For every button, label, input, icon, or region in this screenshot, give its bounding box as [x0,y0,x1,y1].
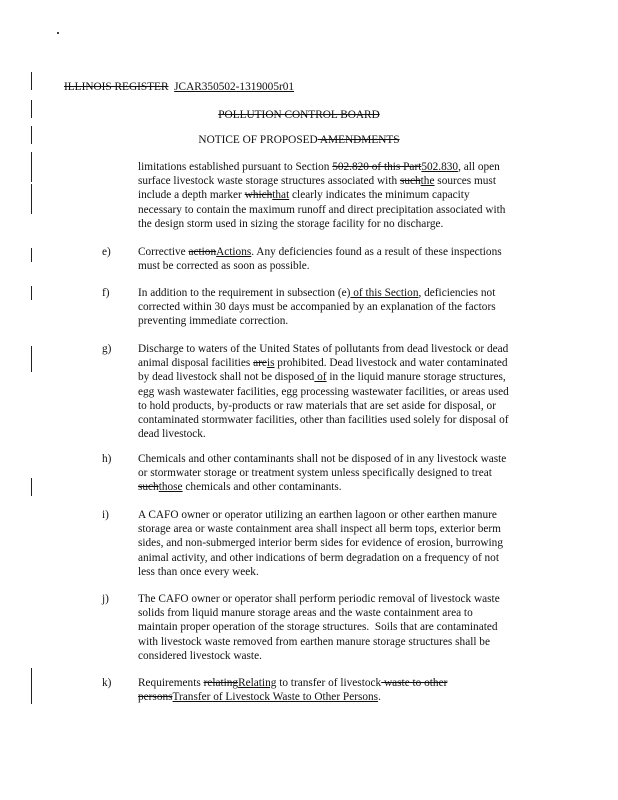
text-run: dead livestock. [138,428,206,441]
text-run: . [378,691,381,704]
text-line [138,452,506,466]
text-run: Requirements [138,677,204,689]
continuation-paragraph [138,160,505,231]
text-run: corrected within 30 days must be accompanied by an explanation of the factors [138,301,496,314]
item-e-text [138,245,502,273]
text-line [138,174,505,188]
text-run: storage area or waste containment area shall inspect all berm tops, exterior berm [138,523,501,536]
text-run: clearly indicates the minimum capacity [289,189,470,202]
text-line [138,480,506,494]
inserted-text: that [272,189,290,202]
text-line [138,342,509,356]
inserted-text: Relating [238,677,277,689]
text-run: sources must [434,175,496,188]
text-run: , deficiencies not [418,287,496,299]
change-bar [31,126,32,144]
text-run: , all open [458,161,500,173]
item-i-text [138,508,503,579]
register-header [64,80,294,94]
text-run: Discharge to waters of the United States of pollutants from dead livestock or dead [138,343,509,355]
change-bar [31,668,32,704]
text-line [138,259,502,273]
text-line [138,399,509,413]
text-line [138,635,500,649]
item-k-text [138,676,447,704]
deleted-text: relating [203,677,239,689]
text-run: less than once every week. [138,565,259,578]
item-j-label: j) [102,593,109,605]
item-j-text [138,592,500,663]
text-line [138,356,509,370]
text-line [138,203,505,217]
inserted-text: Transfer of Livestock Waste to Other Persons [172,691,379,704]
text-run: sides, and non-submerged interior berm sides for evidence of erosion, burrowing [138,537,503,550]
item-f-text [138,286,496,329]
text-line [138,466,506,480]
item-h-label: h) [102,453,112,465]
text-run: limitations established pursuant to Section [138,161,333,173]
deleted-text: POLLUTION CONTROL BOARD [218,109,380,121]
deleted-text: persons [138,691,173,704]
text-line [138,649,500,663]
text-line [138,592,500,606]
text-run: by dead livestock shall not be disposed [138,371,315,384]
text-line [138,690,447,704]
change-bar [31,286,32,300]
text-line [138,536,503,550]
text-line [138,427,509,441]
inserted-text: JCAR350502-1319005r01 [174,81,295,93]
item-h-text [138,452,506,495]
text-run: in the liquid manure storage structures, [326,371,506,384]
inserted-text: the [420,175,435,188]
change-bar [31,100,32,118]
text-line [138,217,505,231]
change-bar [31,478,32,496]
text-run: The CAFO owner or operator shall perform periodic removal of livestock waste [138,593,500,605]
item-g-label: g) [102,343,112,355]
text-line [138,286,496,300]
text-line [138,676,447,690]
item-f-label: f) [102,287,110,299]
text-line [138,551,503,565]
deleted-text: action [188,246,217,258]
item-e-label: e) [102,246,111,258]
text-run: the design storm used in sizing the storage facility for no discharge. [138,217,444,230]
text-line [138,565,503,579]
text-run: In addition to the requirement in subsection (e) [138,287,351,299]
inserted-text: of [314,371,327,384]
text-line [138,620,500,634]
text-line [138,370,509,384]
deleted-text: are [253,357,267,370]
deleted-text: 502.820 of this Part [332,161,422,173]
text-line [138,300,496,314]
text-run: with livestock waste removed from earthen manure storage structures shall be [138,635,490,648]
text-run: surface livestock waste storage structures associated with [138,175,400,188]
deleted-text: such [138,481,159,494]
text-run: considered livestock waste. [138,649,262,662]
text-line [138,160,505,174]
text-line [138,188,505,202]
text-line [138,314,496,328]
text-line [138,522,503,536]
scan-speck [57,32,59,34]
text-run: chemicals and other contaminants. [182,481,342,494]
change-bar [31,346,32,372]
inserted-text: is [266,357,275,370]
inserted-text: Actions [216,246,252,258]
inserted-text: of this Section [350,287,419,299]
text-run: A CAFO owner or operator utilizing an earthen lagoon or other earthen manure [138,509,497,521]
deleted-text: AMENDMENTS [317,134,400,146]
text-run: solids from liquid manure storage areas and the waste containment area to [138,607,473,620]
text-line [138,508,503,522]
change-bar [31,248,32,262]
text-line [138,606,500,620]
item-k-label: k) [102,677,112,689]
deleted-text: ILLINOIS REGISTER [64,81,169,93]
text-run: animal disposal facilities [138,357,254,370]
change-bar [31,184,32,214]
deleted-text: such [399,175,421,188]
text-run: contaminated stormwater facilities, other than facilities used solely for disposal of [138,414,509,427]
text-line [138,413,509,427]
text-run: to transfer of livestock [276,677,382,689]
text-run: Chemicals and other contaminants shall not be disposed of in any livestock waste [138,453,507,465]
change-bar [31,72,32,90]
text-run: NOTICE OF PROPOSED [198,134,318,146]
board-name [64,108,534,122]
deleted-text: waste to other [381,677,448,689]
deleted-text: which [244,189,273,202]
text-run: egg wash wastewater facilities, egg processing wastewater facilities, or areas used [138,385,509,398]
text-run: preventing immediate correction. [138,315,289,328]
text-run: animal activity, and other indications of berm degradation on a frequency of not [138,551,499,564]
text-run: Corrective [138,246,189,258]
text-run: necessary to contain the maximum runoff and direct precipitation associated with [138,203,506,216]
text-run: must be corrected as soon as possible. [138,260,310,273]
item-i-label: i) [102,509,109,521]
text-run: maintain proper operation of the storage structures. Soils that are contaminated [138,621,498,634]
text-line [138,385,509,399]
notice-title [64,133,534,147]
text-line [138,245,502,259]
inserted-text: those [158,481,183,494]
text-run: prohibited. Dead livestock and water contaminated [274,357,508,370]
inserted-text: 502.830 [421,161,459,173]
text-run: or stormwater storage or treatment system unless specifically designed to treat [138,467,492,480]
change-bar [31,152,32,182]
item-g-text [138,342,509,441]
text-run: include a depth marker [138,189,245,202]
text-run: . Any deficiencies found as a result of these inspections [251,246,502,258]
text-run: to hold products, by-products or raw materials that are set aside for disposal, or [138,399,496,412]
